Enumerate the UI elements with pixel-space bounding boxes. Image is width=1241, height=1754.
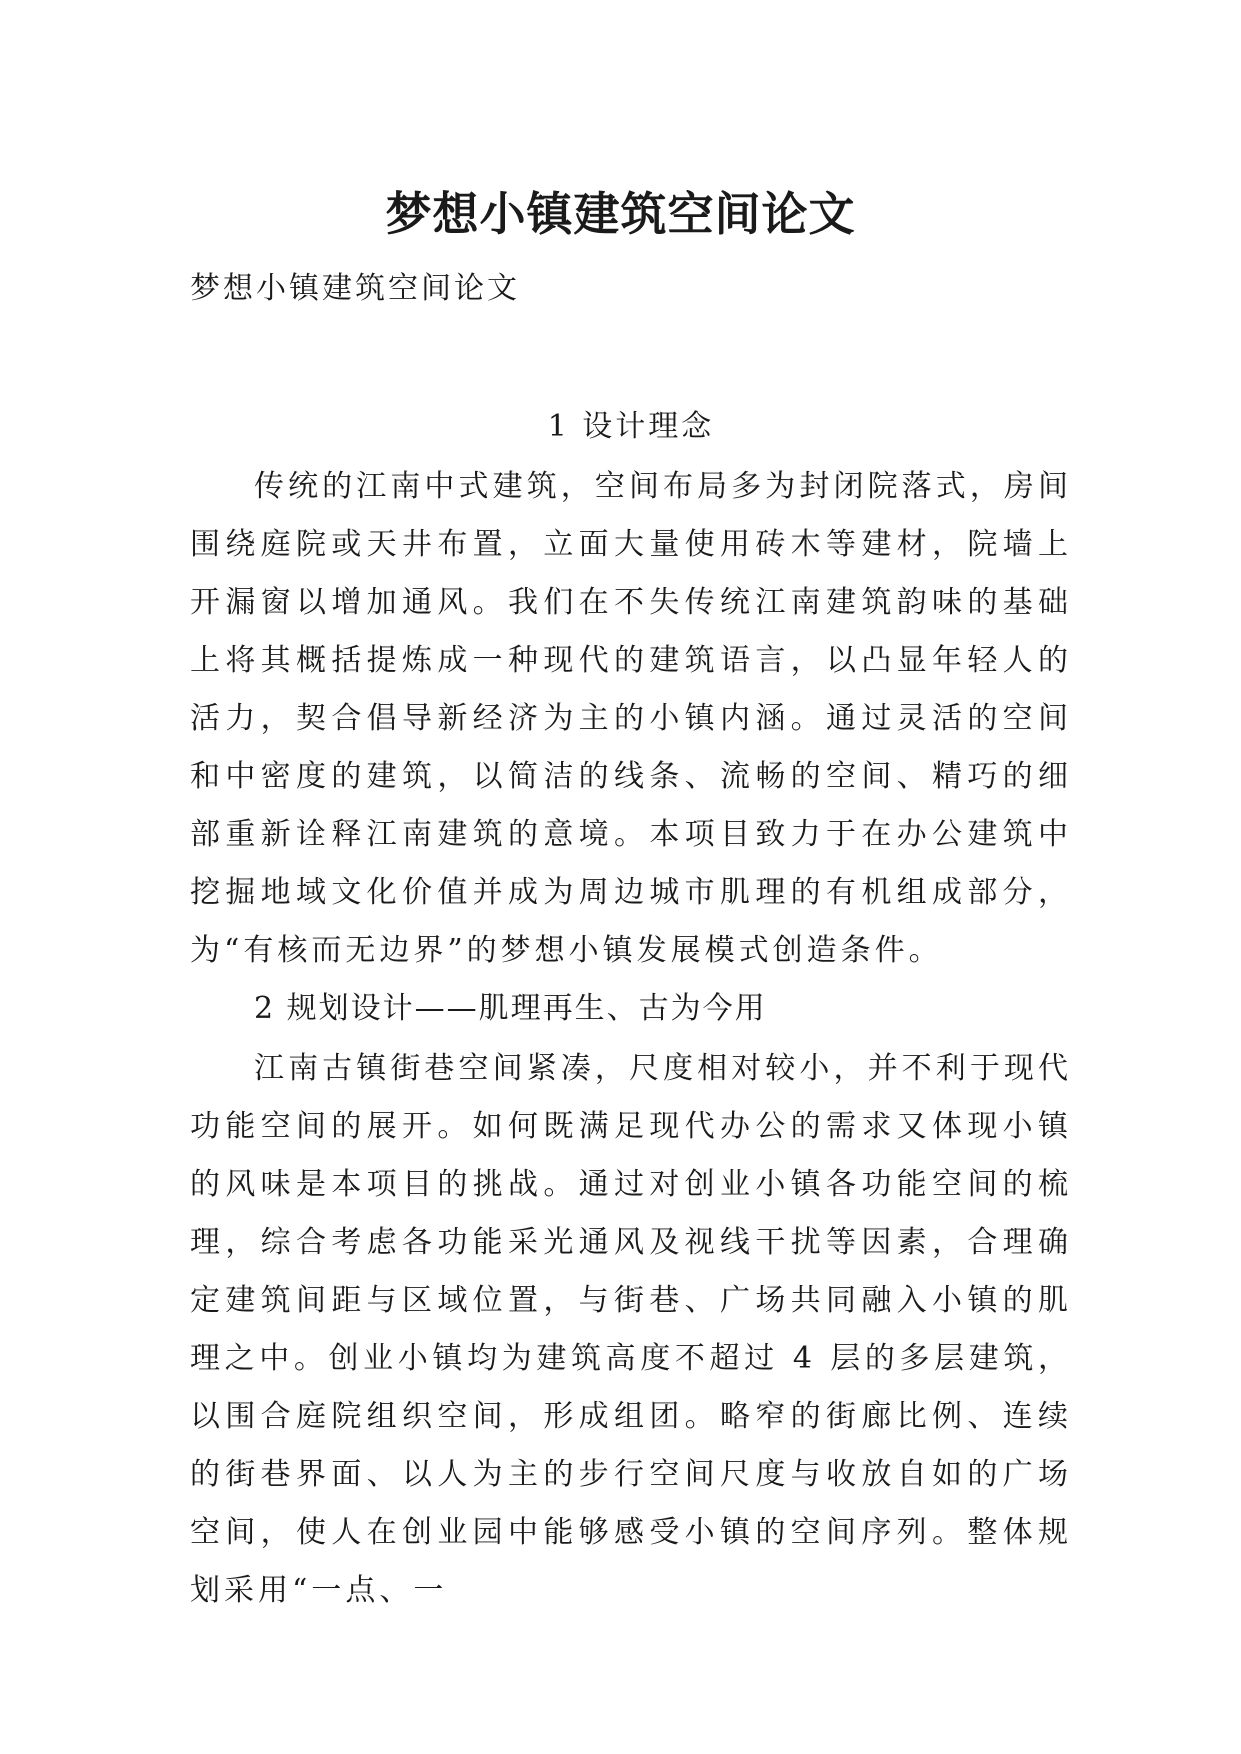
section-2-heading: 2 规划设计——肌理再生、古为今用 <box>254 991 767 1026</box>
section-1-heading: 1 设计理念 <box>547 409 715 444</box>
document-subtitle: 梦想小镇建筑空间论文 <box>190 271 520 306</box>
document-title: 梦想小镇建筑空间论文 <box>385 186 856 241</box>
section-1-paragraph: 传统的江南中式建筑，空间布局多为封闭院落式，房间围绕庭院或天井布置，立面大量使用砖木等建材，院墙上开漏窗以增加通风。我们在不失传统江南建筑韵味的基础上将其概括提炼成一种现代的建筑语言，以凸显年轻人的活力，契合倡导新经济为主的小镇内涵。通过灵活的空间和中密度的建筑，以简洁的线条、流畅的空间、精巧的细部重新诠释江南建筑的意境。本项目致力于在办公建筑中挖掘地域文化价值并成为周边城市肌理的有机组成部分，为“有核而无边界”的梦想小镇发展模式创造条件。 <box>190 469 1072 968</box>
section-2-paragraph: 江南古镇街巷空间紧凑，尺度相对较小，并不利于现代功能空间的展开。如何既满足现代办公的需求又体现小镇的风味是本项目的挑战。通过对创业小镇各功能空间的梳理，综合考虑各功能采光通风及视线干扰等因素，合理确定建筑间距与区域位置，与街巷、广场共同融入小镇的肌理之中。创业小镇均为建筑高度不超过 4 层的多层建筑，以围合庭院组织空间，形成组团。略窄的街廊比例、连续的街巷界面、以人为主的步行空间尺度与收放自如的广场空间，使人在创业园中能够感受小镇的空间序列。整体规划采用“一点、一 <box>190 1051 1072 1608</box>
